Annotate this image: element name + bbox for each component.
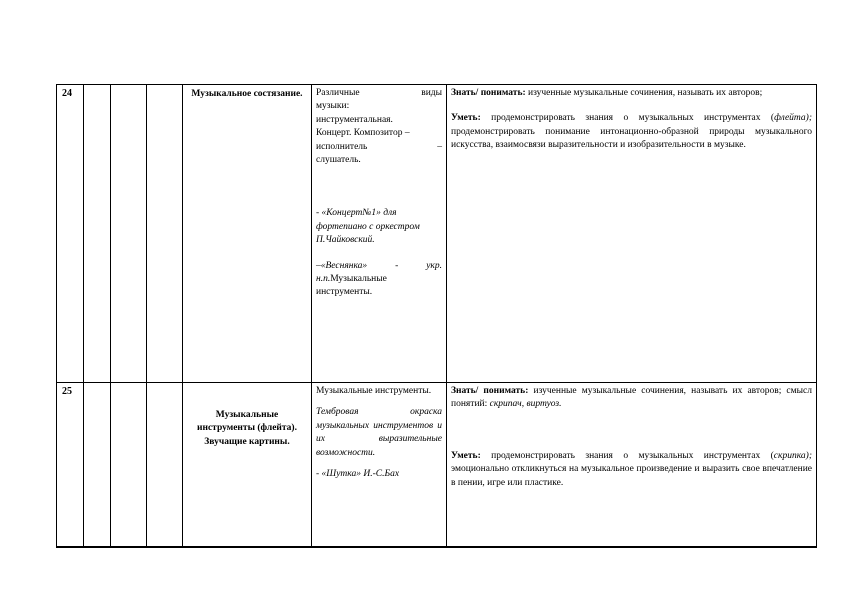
can-label: Уметь: [451,450,481,461]
empty-cell [111,383,147,547]
lesson-requirements [447,383,817,547]
lesson-topic: Музыкальные инструменты (флейта). Звучащие картины. [183,383,312,547]
know-text: изученные музыкальные сочинения, называть их авторов; [525,88,763,98]
content-text: Концерт. Композитор – [316,128,410,139]
musical-work: - «Концерт№1» для фортепиано с оркестром П.Чайковский. [316,208,420,246]
empty-cell [147,85,183,383]
empty-cell [84,85,111,383]
content-text: Музыкальные инструменты. [316,274,387,298]
content-text: слушатель. [316,155,361,166]
know-label: Знать/ понимать: [451,386,529,396]
can-text: продемонстрировать понимание интонационно-образной природы музыкального искусства, взаимосвязи выразительности и изобразительности в музыке. [451,126,812,151]
lesson-requirements [447,85,817,383]
content-text: Различные [316,88,360,98]
lesson-plan-table [56,84,817,548]
content-text: – [437,141,442,152]
can-text: продемонстрировать знания о музыкальных инструментах ( [480,450,774,461]
concept-terms: скрипач, виртуоз. [489,399,562,410]
table-row [57,383,817,547]
can-text: эмоционально откликнуться на музыкальное произведение и выразить свое впечатление в пении, игре или пластике. [451,464,812,488]
empty-cell [111,85,147,383]
lesson-content [312,85,447,383]
content-italic-text: Тембровая окраска музыкальных инструментов и их выразительные возможности. [316,407,442,458]
lesson-content [312,383,447,547]
can-text: продемонстрировать знания о музыкальных инструментах ( [480,113,775,124]
musical-work: - «Шутка» И.-С.Бах [316,469,400,480]
table-row [57,85,817,383]
content-text: музыки: [316,101,350,112]
instrument-term: скрипка); [773,450,812,461]
content-text: виды [421,88,442,98]
lesson-number: 24 [57,85,84,383]
empty-cell [147,383,183,547]
instrument-term: флейта); [774,113,812,124]
musical-work: –«Веснянка» - укр. н.п. [316,260,442,285]
can-label: Уметь: [451,113,481,124]
know-text: изученные музыкальные сочинения, называть их авторов; смысл понятий: [451,386,813,410]
content-text: Музыкальные инструменты. [316,386,432,396]
empty-cell [84,383,111,547]
lesson-number: 25 [57,383,84,547]
know-label: Знать/ понимать: [451,88,526,98]
content-text: инструментальная. [316,114,393,125]
lesson-topic: Музыкальное состязание. [183,85,312,383]
content-text: исполнитель [316,141,368,152]
